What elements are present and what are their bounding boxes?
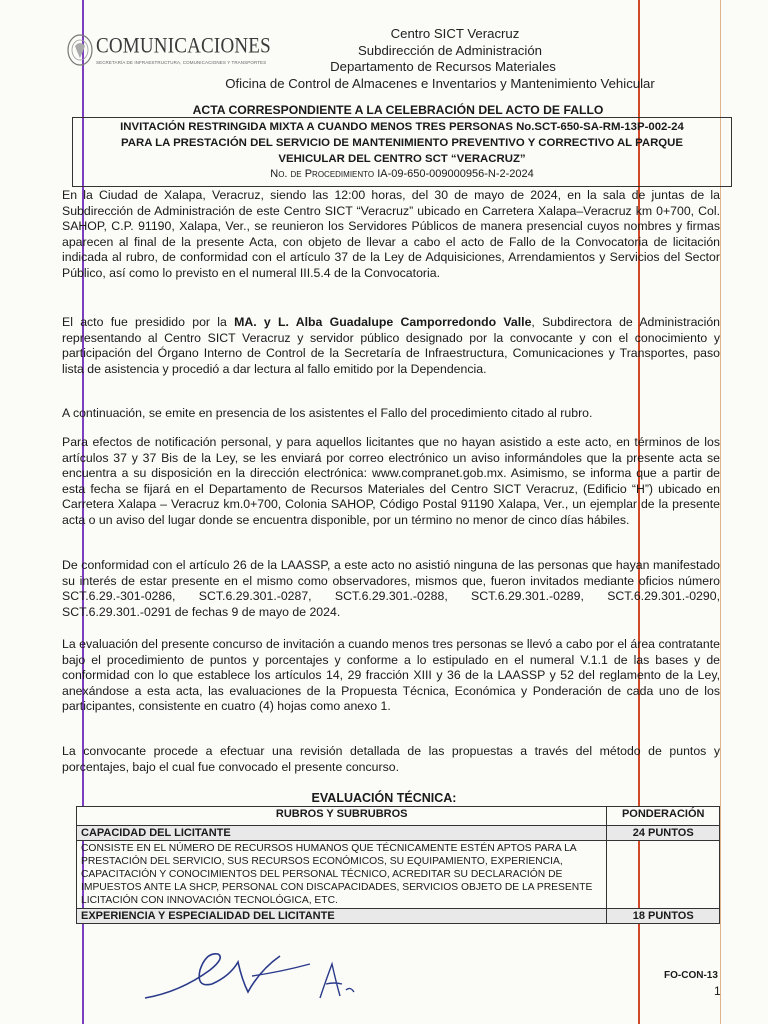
table-header-row	[77, 807, 720, 826]
paragraph-3: A continuación, se emite en presencia de los asistentes el Fallo del procedimiento citado al rubro.	[62, 406, 593, 420]
table-row	[77, 826, 720, 841]
logo-subtitle: SECRETARÍA DE INFRAESTRUCTURA, COMUNICACIONES Y TRANSPORTES	[96, 60, 267, 65]
signature-2	[252, 964, 310, 976]
table-row	[77, 909, 720, 924]
form-code: FO-CON-13	[664, 970, 718, 981]
header-line-2: Subdirección de Administración	[358, 42, 542, 58]
page-number: 1	[714, 984, 721, 998]
box-line-3: VEHICULAR DEL CENTRO SCT “VERACRUZ”	[278, 153, 526, 165]
national-seal-icon	[66, 32, 94, 68]
header-line-1: Centro SICT Veracruz	[390, 26, 520, 41]
row-label: CAPACIDAD DEL LICITANTE	[77, 826, 607, 841]
paragraph-5: De conformidad con el artículo 26 de la LAASSP, a este acto no asistió ninguna de las personas que hayan manifestado su interés de estar presente en el mismo como observadores, mismos que, fueron invitados mediante oficios número SCT.6.29.-301-0286, SCT.6.29.301.-0287, SCT.6.29.301.-0288, SCT.6.29.301.-0289, SCT.6.29.301.-0290, SCT.6.29.301.-0291 de fechas 9 de mayo de 2024.	[62, 558, 720, 619]
column-header-ponderacion: PONDERACIÓN	[607, 807, 720, 826]
paragraph-1: En la Ciudad de Xalapa, Veracruz, siendo las 12:00 horas, del 30 de mayo de 2024, en la sala de juntas de la Subdirección de Administración de este Centro SICT “Veracruz” ubicado en Carretera Xalapa–Veracruz km 0+700, Col. SAHOP, C.P. 91190, Xalapa, Ver., se reunieron los Servidores Públicos de manera presencial cuyos nombres y firmas aparecen al final de la presente Acta, con objeto de llevar a cabo el acto de Fallo de la Convocatoria de licitación indicada al rubro, de conformidad con el artículo 37 de la Ley de Adquisiciones, Arrendamientos y Servicios del Sector Público, así como lo previsto en el numeral III.5.4 de la Convocatoria.	[62, 188, 720, 280]
row-points: 24 PUNTOS	[607, 826, 720, 841]
document-header	[130, 26, 750, 92]
logo-wordmark: COMUNICACIONES	[96, 34, 271, 59]
header-line-3: Departamento de Recursos Materiales	[330, 59, 556, 74]
row-empty-cell	[607, 841, 720, 909]
procedure-value: IA-09-650-009000956-N-2-2024	[377, 168, 534, 180]
header-line-4: Oficina de Control de Almacenes e Inventarios y Mantenimiento Vehicular	[225, 75, 655, 91]
signature-3	[320, 964, 354, 998]
column-header-rubros: RUBROS Y SUBRUBROS	[77, 807, 607, 826]
signature-1	[145, 954, 280, 998]
evaluation-table	[76, 806, 720, 924]
paragraph-2-post: , Subdirectora de Administración representando al Centro SICT Veracruz y servidor público designado por la convocante y con el conocimiento y participación del Órgano Interno de Control de la Secretaría de Infraestructura, Comunicaciones y Transportes, paso lista de asistencia y procedió a dar lectura al fallo emitido por la Dependencia.	[62, 315, 720, 376]
evaluation-title: EVALUACIÓN TÉCNICA:	[311, 791, 457, 805]
signatures	[140, 940, 380, 1010]
row-description: CONSISTE EN EL NÚMERO DE RECURSOS HUMANOS QUE TÉCNICAMENTE ESTÉN APTOS PARA LA PRESTACIÓN DEL SERVICIO, SUS RECURSOS ECONÓMICOS, SU EQUIPAMIENTO, EXPERIENCIA, CAPACITACIÓN Y CONOCIMIENTOS DEL PERSONAL TÉCNICO, ACREDITAR SU DECLARACIÓN DE IMPUESTOS ANTE LA SHCP, PERSONAL CON DISCAPACIDADES, SERVICIOS OBJETO DE LA PRESENTE LICITACIÓN CON INNOVACIÓN TECNOLÓGICA, ETC.	[77, 841, 607, 909]
procedure-label: No. de Procedimiento	[270, 168, 375, 180]
box-line-1: INVITACIÓN RESTRINGIDA MIXTA A CUANDO MENOS TRES PERSONAS No.SCT-650-SA-RM-13P-002-24	[120, 121, 684, 133]
paragraph-2-pre: El acto fue presidido por la	[62, 315, 235, 329]
row-points: 18 PUNTOS	[607, 909, 720, 924]
presiding-official-name: MA. y L. Alba Guadalupe Camporredondo Valle	[234, 315, 532, 329]
table-row	[77, 841, 720, 909]
paragraph-7: La convocante procede a efectuar una revisión detallada de las propuestas a través del método de puntos y porcentajes, bajo el cual fue convocado el presente concurso.	[62, 744, 720, 774]
paragraph-4: Para efectos de notificación personal, y para aquellos licitantes que no hayan asistido a este acto, en términos de los artículos 37 y 37 Bis de la Ley, se les enviará por correo electrónico un aviso informándoles que la presente acta se encuentra a su disposición en la dirección electrónica: www.compranet.gob.mx. Asimismo, se informa que a partir de esta fecha se fijará en el Departamento de Recursos Materiales del Centro SICT Veracruz, (Edificio “H”) ubicado en Carretera Xalapa – Veracruz km.0+700, Colonia SAHOP, Código Postal 91190 Xalapa, Ver., un ejemplar de la presente acta o un aviso del lugar donde se encuentra disponible, por un término no menor de cinco días hábiles.	[62, 435, 720, 527]
paragraph-2	[62, 315, 720, 377]
paragraph-6: La evaluación del presente concurso de invitación a cuando menos tres personas se llevó a cabo por el área contratante bajo el procedimiento de puntos y porcentajes y conforme a lo estipulado en el numeral V.1.1 de las bases y de conformidad con lo que establece los artículos 14, 29 fracción XIII y 36 de la LAASSP y 52 del reglamento de la Ley, anexándose a esta acta, las evaluaciones de la Propuesta Técnica, Económica y Ponderación de cada uno de los participantes, consistente en cuatro (4) hojas como anexo 1.	[62, 637, 720, 714]
procedure-number	[73, 167, 731, 181]
box-line-2: PARA LA PRESTACIÓN DEL SERVICIO DE MANTENIMIENTO PREVENTIVO Y CORRECTIVO AL PARQUE	[120, 137, 683, 149]
acta-title: ACTA CORRESPONDIENTE A LA CELEBRACIÓN DEL ACTO DE FALLO	[192, 103, 604, 117]
procedure-box	[72, 117, 732, 187]
row-label: EXPERIENCIA Y ESPECIALIDAD DEL LICITANTE	[77, 909, 607, 924]
